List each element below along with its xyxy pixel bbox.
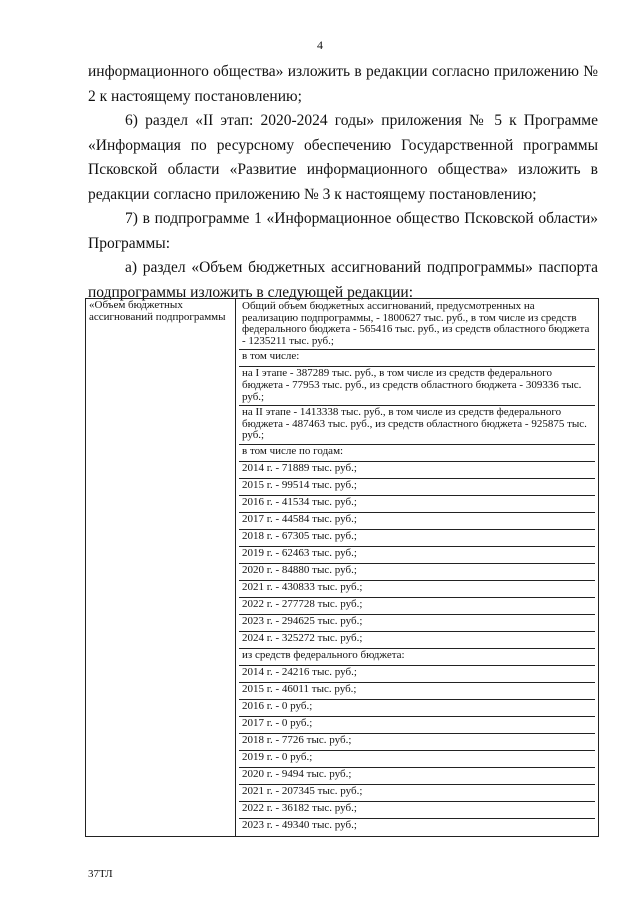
table-content-row: на II этапе - 1413338 тыс. руб., в том числе из средств федерального бюджета - 487463 тыс. руб., из средств областного бюджета - 925875 тыс. руб.; [239, 406, 595, 445]
table-row [86, 299, 599, 837]
table-content-row: 2022 г. - 277728 тыс. руб.; [239, 598, 595, 615]
table-content-row: 2018 г. - 7726 тыс. руб.; [239, 734, 595, 751]
table-content-row: 2015 г. - 99514 тыс. руб.; [239, 479, 595, 496]
table-content-row: 2016 г. - 41534 тыс. руб.; [239, 496, 595, 513]
table-content-row: 2016 г. - 0 руб.; [239, 700, 595, 717]
table-label-cell: «Объем бюджетных ассигнований подпрограммы [86, 299, 236, 837]
table-content-row: 2019 г. - 0 руб.; [239, 751, 595, 768]
table-content-row: 2014 г. - 24216 тыс. руб.; [239, 666, 595, 683]
paragraph-item-a: а) раздел «Объем бюджетных ассигнований подпрограммы» паспорта подпрограммы изложить в следующей редакции: [88, 259, 598, 301]
table-content-row: 2021 г. - 207345 тыс. руб.; [239, 785, 595, 802]
document-body [88, 60, 598, 305]
table-content-row: Общий объем бюджетных ассигнований, предусмотренных на реализацию подпрограммы, - 1800627 тыс. руб., в том числе из средств федерального бюджета - 565416 тыс. руб., из средств областного бюджета - 1235211 тыс. руб.; [239, 300, 595, 350]
table-content-row: в том числе по годам: [239, 445, 595, 462]
table-content-row: на I этапе - 387289 тыс. руб., в том числе из средств федерального бюджета - 77953 тыс. руб., из средств областного бюджета - 309336 тыс. руб.; [239, 367, 595, 406]
budget-allocation-table [85, 298, 599, 837]
table-content-row: 2020 г. - 84880 тыс. руб.; [239, 564, 595, 581]
table-content-row: 2022 г. - 36182 тыс. руб.; [239, 802, 595, 819]
table-content-row: 2023 г. - 294625 тыс. руб.; [239, 615, 595, 632]
table-content-row: 2014 г. - 71889 тыс. руб.; [239, 462, 595, 479]
table-content-row: 2020 г. - 9494 тыс. руб.; [239, 768, 595, 785]
table-content-row: 2024 г. - 325272 тыс. руб.; [239, 632, 595, 649]
footer-document-code: 37ТЛ [88, 868, 113, 880]
table-content-row: в том числе: [239, 350, 595, 367]
page-number: 4 [317, 38, 323, 52]
table-content-row: из средств федерального бюджета: [239, 649, 595, 666]
table-content-row: 2021 г. - 430833 тыс. руб.; [239, 581, 595, 598]
table-content-row: 2015 г. - 46011 тыс. руб.; [239, 683, 595, 700]
table-content-row: 2023 г. - 49340 тыс. руб.; [242, 818, 357, 831]
paragraph-item-6: 6) раздел «II этап: 2020-2024 годы» приложения № 5 к Программе «Информация по ресурсному обеспечению Государственной программы Псковской области «Развитие информационного общества» изложить в редакции согласно приложению № 3 к настоящему постановлению; [88, 112, 598, 203]
table-content-row: 2019 г. - 62463 тыс. руб.; [239, 547, 595, 564]
table-content-row: 2018 г. - 67305 тыс. руб.; [239, 530, 595, 547]
table-content-row: 2017 г. - 44584 тыс. руб.; [239, 513, 595, 530]
paragraph-item-7: 7) в подпрограмме 1 «Информационное общество Псковской области» Программы: [88, 210, 598, 252]
table-content-cell [236, 299, 599, 837]
paragraph-continuation: информационного общества» изложить в редакции согласно приложению № 2 к настоящему постановлению; [88, 63, 598, 105]
table-content-row: 2017 г. - 0 руб.; [239, 717, 595, 734]
